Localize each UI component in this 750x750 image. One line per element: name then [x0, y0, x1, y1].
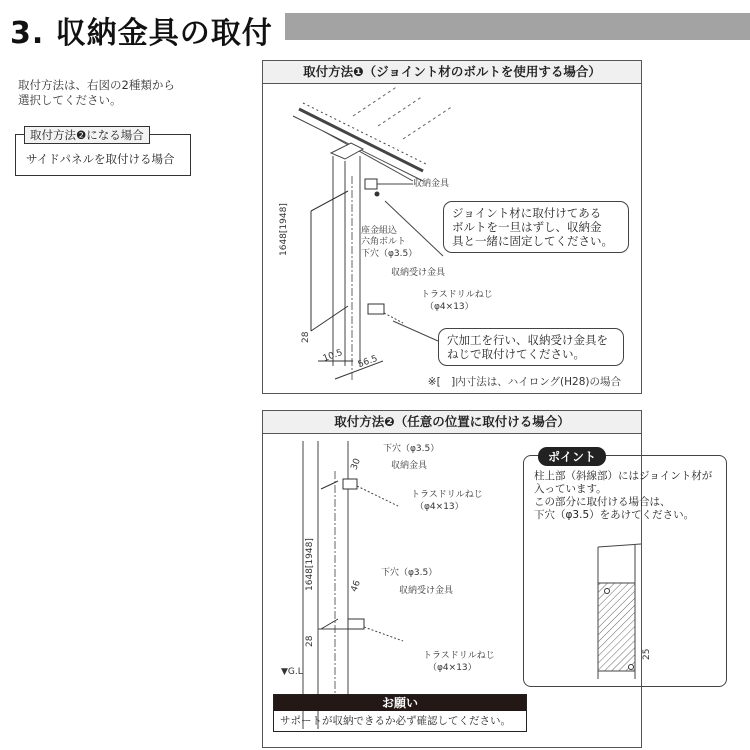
callout-bolt [443, 201, 629, 253]
label-pilot-hole: 下穴（φ3.5） [361, 249, 418, 259]
request-box [273, 694, 527, 732]
label-bracket: 収納金具 [413, 179, 450, 189]
title-bar-decoration [285, 13, 750, 40]
dim-56-5: 56.5 [356, 353, 379, 371]
dim-46: 46 [349, 579, 363, 594]
intro-line-1: 取付方法は、右図の2種類から [18, 78, 175, 92]
label-pilot-hole-top: 下穴（φ3.5） [383, 444, 440, 454]
point-text-line: 下穴（φ3.5）をあけてください。 [534, 509, 695, 521]
label-screw-top-size: （φ4×13） [415, 502, 464, 512]
ground-level-label: ▼G.L [281, 667, 303, 677]
dim-25: 25 [642, 648, 652, 660]
note-text: サイドパネルを取付ける場合 [26, 152, 175, 166]
request-text: サポートが収納できるか必ず確認してください。 [280, 715, 511, 727]
method1-heading: 取付方法❶（ジョイント材のボルトを使用する場合） [263, 61, 641, 84]
method2-heading: 取付方法❷（任意の位置に取付ける場合） [263, 411, 641, 434]
point-box [523, 450, 727, 687]
dim-10-5: 10.5 [321, 347, 344, 365]
dim-30: 30 [349, 457, 363, 472]
point-text [534, 470, 712, 522]
label-screw-bottom-size: （φ4×13） [428, 663, 477, 673]
dim-height: 1648[1948] [279, 203, 289, 256]
dim-28: 28 [305, 635, 315, 647]
dim-28: 28 [301, 331, 311, 343]
label-receiver: 収納受け金具 [399, 586, 454, 596]
label-screw: トラスドリルねじ [421, 290, 493, 300]
page-title: 3. 収納金具の取付 [10, 16, 273, 51]
dim-height: 1648[1948] [305, 538, 315, 591]
callout-bolt-line: ジョイント材に取付けてある [452, 206, 602, 220]
callout-drill [438, 328, 624, 366]
label-screw-bottom: トラスドリルねじ [423, 651, 495, 661]
method1-panel [262, 60, 642, 394]
request-heading: お願い [274, 695, 526, 711]
method2-note-box [15, 128, 191, 176]
method2-panel [262, 410, 713, 748]
label-bolt-1: 座金組込 [361, 226, 398, 236]
callout-drill-line: ねじで取付けてください。 [447, 347, 585, 361]
callout-bolt-line: 具と一緒に固定してください。 [452, 234, 613, 248]
label-receiver: 収納受け金具 [391, 268, 446, 278]
point-text-line: この部分に取付ける場合は、 [534, 496, 671, 508]
label-screw-top: トラスドリルねじ [411, 490, 483, 500]
note-label: 取付方法❷になる場合 [24, 126, 150, 144]
point-text-line: 入っています。 [534, 483, 607, 495]
callout-drill-line: 穴加工を行い、収納受け金具を [447, 333, 608, 347]
point-badge: ポイント [538, 447, 606, 466]
point-text-line: 柱上部（斜線部）にはジョイント材が [534, 470, 713, 482]
label-bolt-2: 六角ボルト [361, 237, 407, 247]
callout-bolt-line: ボルトを一旦はずし、収納金 [452, 220, 602, 234]
intro-text [18, 78, 175, 108]
intro-line-2: 選択してください。 [18, 93, 122, 107]
label-screw-size: （φ4×13） [425, 302, 474, 312]
footnote: ※[ ]内寸法は、ハイロング(H28)の場合 [427, 376, 621, 388]
label-pilot-hole-bottom: 下穴（φ3.5） [381, 568, 438, 578]
label-bracket: 収納金具 [391, 461, 428, 471]
